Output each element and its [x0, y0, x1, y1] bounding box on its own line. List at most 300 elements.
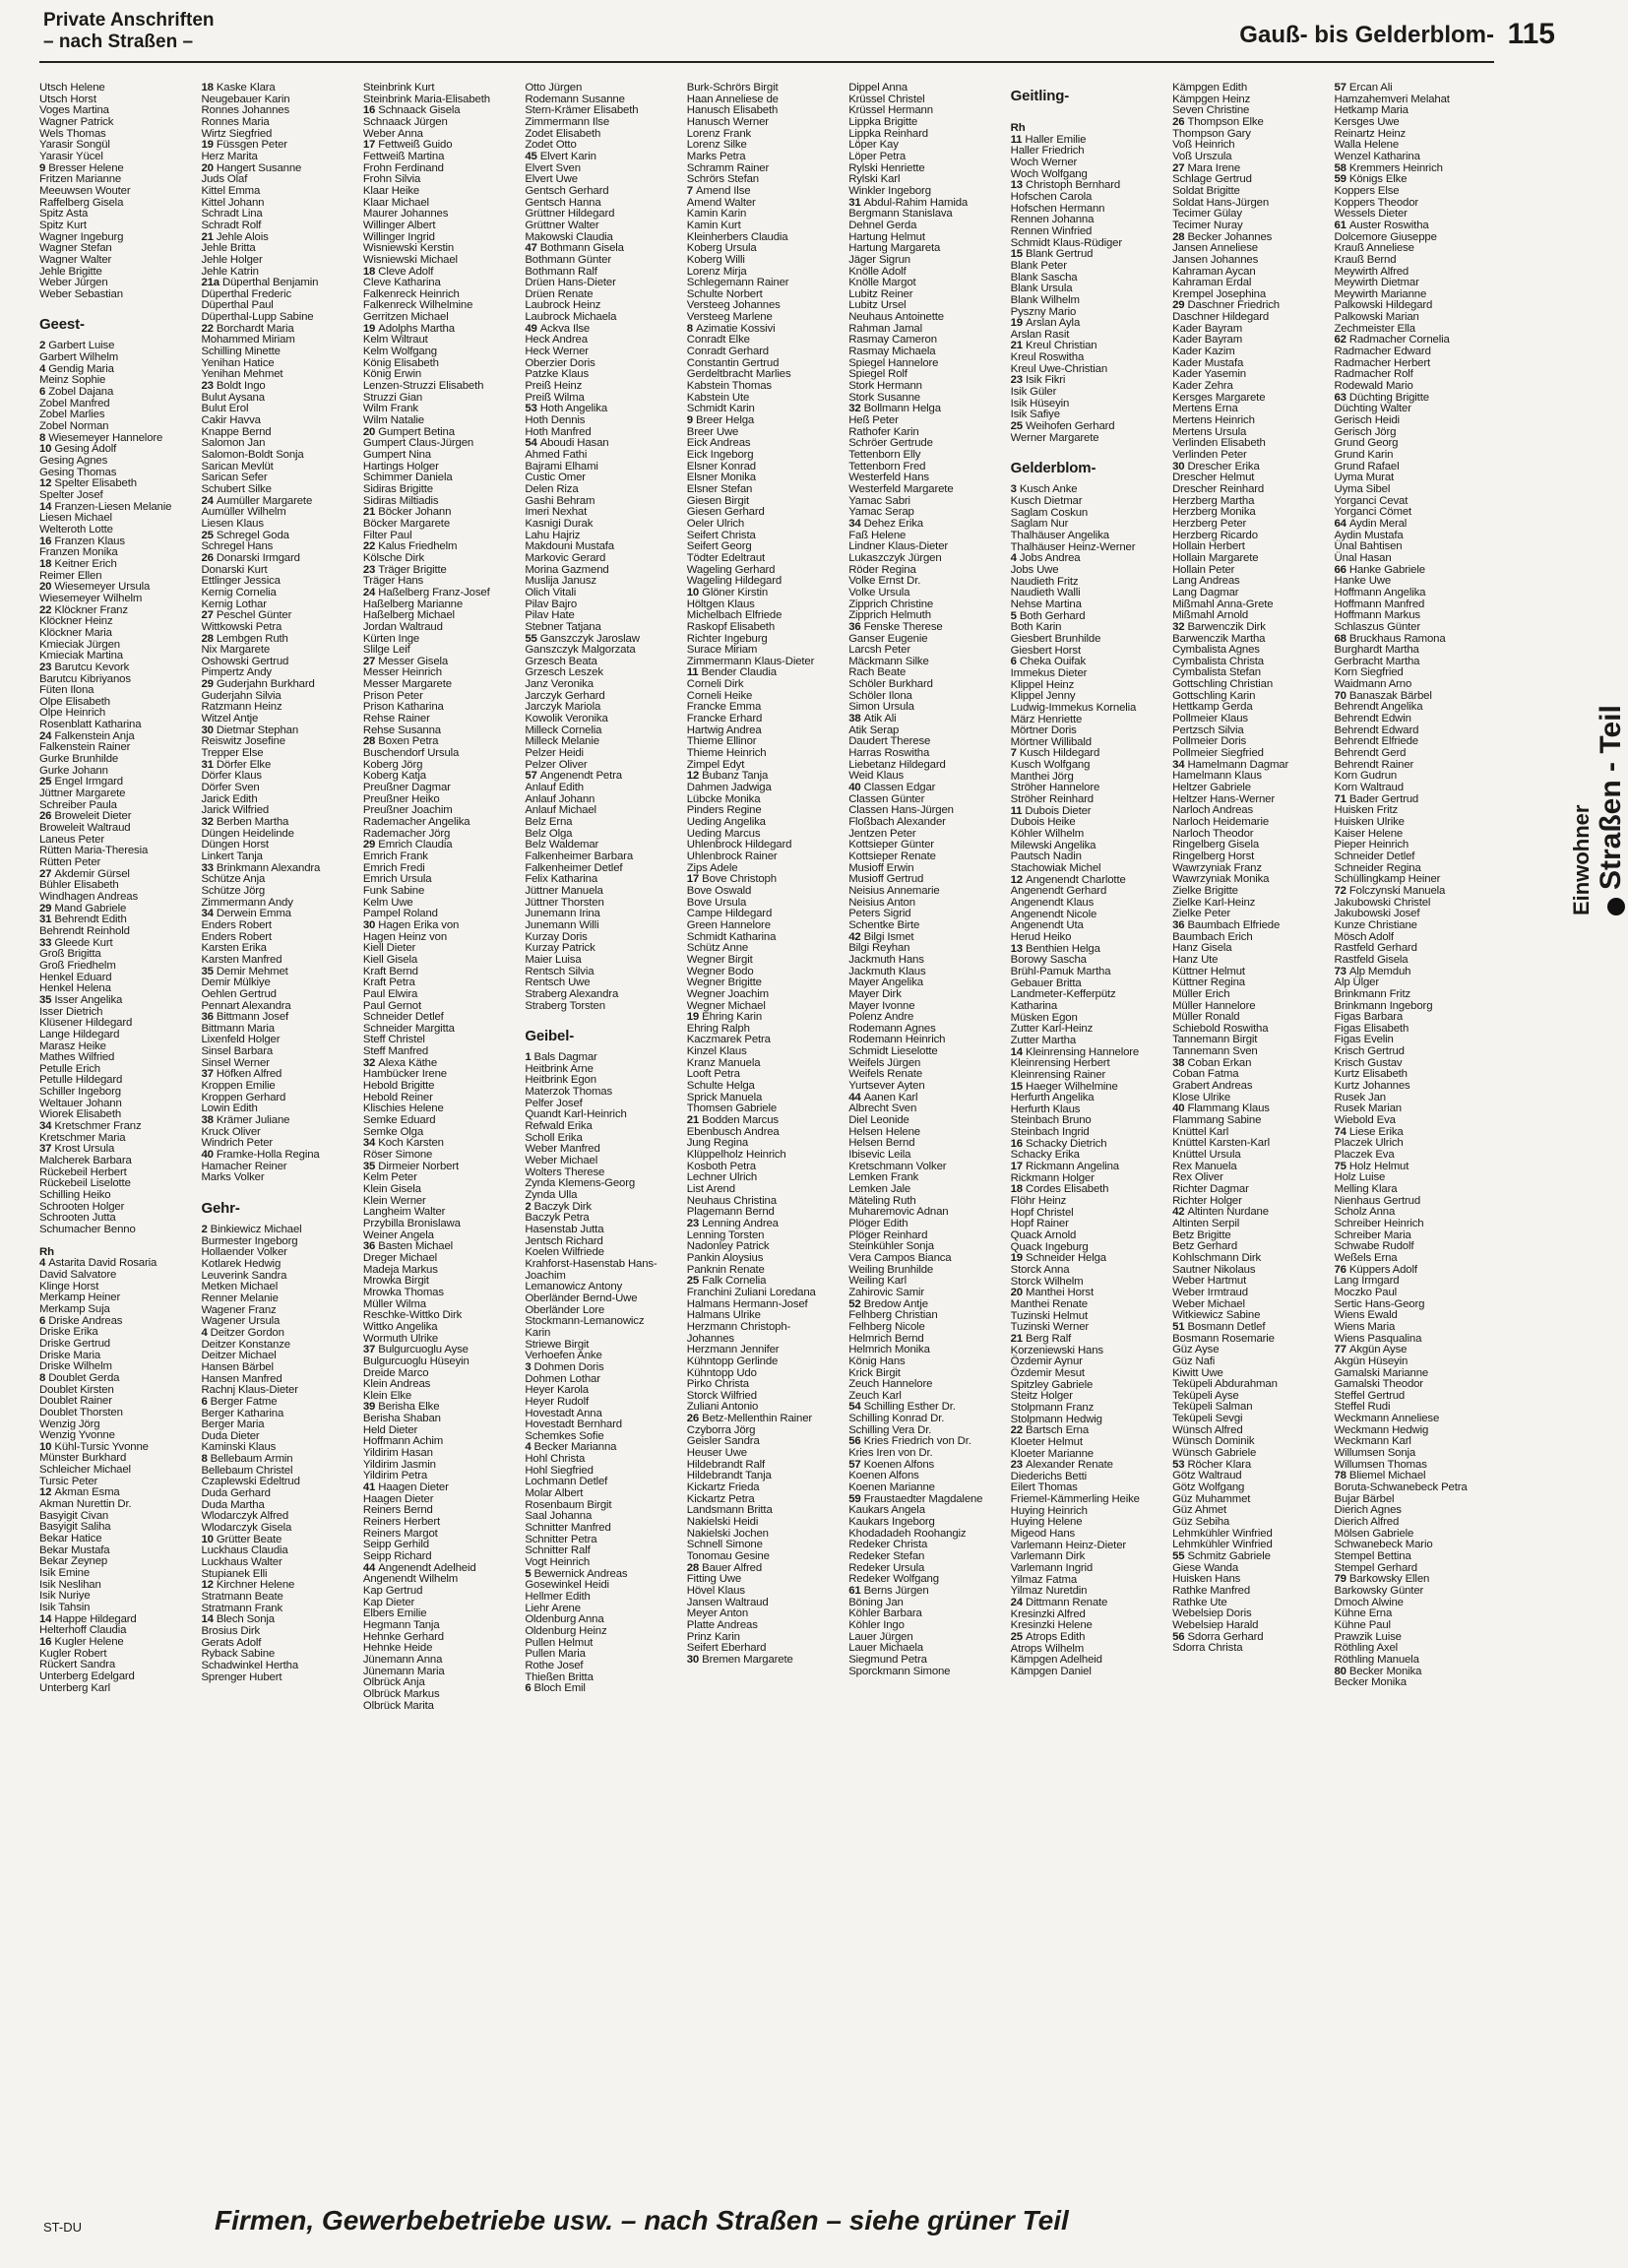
resident-name: Maier Luisa — [525, 953, 582, 966]
house-number: 4 — [39, 1257, 46, 1270]
resident-name: Narloch Heidemarie — [1172, 816, 1270, 828]
resident-name: Dietmar Stephan — [216, 724, 299, 736]
resident-name: Steinbrink Kurt — [362, 82, 435, 94]
resident-name: Rodemann Susanne — [525, 93, 625, 105]
resident-entry — [1011, 1598, 1166, 1609]
resident-entry — [525, 622, 680, 634]
resident-name: Lemanowicz Antony — [525, 1281, 623, 1293]
resident-name: Jakubowski Josef — [1334, 908, 1420, 920]
resident-name: Rickmann Holger — [1010, 1171, 1095, 1184]
resident-entry — [687, 450, 843, 462]
resident-name: Kämpgen Adelheid — [1010, 1654, 1102, 1667]
resident-name: Schradt Rolf — [201, 219, 262, 231]
resident-name: Thalhäuser Heinz-Werner — [1010, 540, 1136, 553]
resident-name: Pampel Roland — [362, 908, 438, 920]
resident-name: Voß Urszula — [1172, 150, 1232, 162]
resident-entry — [39, 662, 195, 674]
resident-name: Bloch Emil — [533, 1682, 586, 1695]
resident-name: Larcsh Peter — [848, 644, 910, 657]
resident-name: Heyer Karola — [525, 1384, 589, 1397]
house-number: 59 — [848, 1492, 861, 1505]
resident-name: Baczyk Petra — [525, 1212, 590, 1225]
resident-name: Sautner Nikolaus — [1172, 1263, 1256, 1276]
resident-name: Lang Dagmar — [1172, 586, 1239, 598]
resident-name: Leuverink Sandra — [201, 1269, 287, 1282]
resident-entry — [687, 955, 843, 967]
resident-entry — [687, 117, 843, 129]
resident-entry — [1011, 1265, 1166, 1277]
resident-name: Neisius Anton — [848, 896, 915, 909]
resident-name: Yildirim Jasmin — [362, 1458, 436, 1471]
resident-entry — [687, 415, 843, 427]
house-number: 8 — [39, 431, 46, 444]
resident-name: Herfurth Klaus — [1010, 1102, 1081, 1115]
resident-entry — [1335, 152, 1490, 163]
resident-name: Soldat Hans-Jürgen — [1172, 196, 1270, 209]
resident-name: Drescher Helmut — [1172, 472, 1255, 484]
resident-name: Lenning Andrea — [702, 1217, 779, 1229]
resident-name: Rylski Henriette — [848, 161, 925, 174]
resident-name: Dohmen Lothar — [525, 1372, 600, 1385]
resident-name: Füssgen Peter — [216, 139, 287, 152]
resident-name: Kreul Uwe-Christian — [1010, 362, 1108, 375]
resident-entry — [201, 1328, 356, 1340]
resident-name: Bove Christoph — [702, 873, 777, 886]
resident-name: Weber Sebastian — [39, 287, 123, 300]
resident-name: Herzberg Ricardo — [1172, 529, 1258, 541]
resident-name: Liese Erika — [1348, 1125, 1404, 1138]
resident-name: Röser Simone — [362, 1149, 433, 1162]
resident-name: Redeker Wolfgang — [848, 1573, 939, 1586]
resident-name: Hollain Peter — [1172, 563, 1235, 576]
resident-name: Behrendt Edwin — [1334, 713, 1411, 725]
resident-name: Wilm Natalie — [362, 414, 424, 427]
resident-name: Löper Kay — [848, 139, 899, 152]
directory-column — [201, 83, 362, 2179]
house-number: 28 — [686, 1561, 700, 1574]
resident-name: Dahmen Jadwiga — [686, 782, 772, 794]
header-rule — [39, 61, 1494, 63]
resident-name: Lübcke Monika — [686, 792, 761, 805]
directory-column — [363, 83, 525, 2179]
resident-name: Lippka Brigitte — [848, 115, 918, 128]
resident-name: Kurzay Doris — [525, 930, 588, 943]
resident-name: Wageling Gerhard — [686, 563, 776, 576]
resident-entry — [39, 1671, 195, 1683]
resident-name: Meywirth Marianne — [1334, 287, 1427, 300]
resident-name: Anlauf Johann — [525, 792, 595, 805]
resident-entry — [201, 748, 356, 760]
resident-name: Barutcu Kevork — [54, 661, 130, 673]
spacer — [1011, 444, 1166, 455]
resident-name: Schrooten Holger — [39, 1200, 125, 1213]
resident-entry — [687, 920, 843, 932]
resident-name: Barkowsky Ellen — [1348, 1573, 1430, 1586]
resident-name: Seven Christine — [1172, 104, 1250, 117]
resident-name: Naudieth Fritz — [1010, 575, 1079, 588]
resident-name: Dirmeier Norbert — [378, 1160, 460, 1172]
house-number: 70 — [1334, 689, 1346, 702]
house-number: 68 — [1334, 632, 1346, 645]
resident-entry — [1335, 851, 1490, 863]
house-number: 10 — [201, 1533, 214, 1545]
resident-entry — [525, 920, 680, 932]
resident-name: Czyborra Jörg — [686, 1423, 756, 1436]
resident-name: Both Karin — [1010, 621, 1062, 634]
resident-name: Yamac Sabri — [848, 494, 910, 507]
resident-name: Classen Günter — [848, 792, 925, 805]
house-number: 26 — [1172, 115, 1185, 128]
resident-name: Angenendt Uta — [1010, 919, 1084, 932]
resident-name: Alp Memduh — [1348, 965, 1411, 977]
resident-name: Tuzinski Werner — [1010, 1321, 1090, 1334]
house-number: 20 — [201, 161, 214, 174]
resident-name: Kusch Hildegard — [1019, 747, 1100, 760]
resident-name: Ehring Karin — [702, 1011, 763, 1024]
resident-name: Kader Bayram — [1172, 334, 1243, 346]
resident-name: Pollmeier Doris — [1172, 735, 1247, 748]
resident-entry — [363, 1081, 519, 1093]
resident-name: Wünsch Alfred — [1172, 1423, 1243, 1436]
resident-name: Cleve Katharina — [362, 277, 441, 289]
resident-name: Rütten Maria-Theresia — [39, 845, 149, 857]
resident-name: Atik Serap — [848, 724, 900, 736]
street-side-marker: Rh — [1010, 122, 1026, 134]
resident-name: Sidiras Miltiadis — [362, 494, 439, 507]
resident-name: Ströher Hannelore — [1010, 782, 1100, 794]
resident-entry — [525, 1397, 680, 1409]
resident-name: Simon Ursula — [848, 701, 914, 714]
resident-name: Basyigit Saliha — [39, 1521, 111, 1534]
resident-entry — [1172, 152, 1328, 163]
resident-name: Kühntopp Udo — [686, 1366, 757, 1379]
resident-entry — [687, 1322, 843, 1334]
house-number: 41 — [362, 1481, 376, 1494]
resident-name: Akman Esma — [54, 1486, 120, 1499]
house-number: 36 — [362, 1240, 376, 1253]
resident-name: Garbert Wilhelm — [39, 351, 119, 364]
resident-name: Yorganci Cevat — [1334, 494, 1409, 507]
resident-name: Güz Ahmet — [1172, 1504, 1227, 1517]
resident-entry — [1172, 851, 1328, 863]
resident-name: Neisius Annemarie — [848, 884, 940, 897]
house-number: 75 — [1334, 1160, 1346, 1172]
resident-name: Fettweiß Martina — [362, 150, 445, 162]
resident-entry — [687, 588, 843, 599]
resident-name: Jäger Sigrun — [848, 253, 910, 266]
resident-name: Both Gerhard — [1019, 609, 1086, 622]
resident-entry — [1335, 1081, 1490, 1093]
resident-entry — [687, 255, 843, 267]
resident-name: Rex Oliver — [1172, 1171, 1223, 1184]
resident-name: Placzek Eva — [1334, 1149, 1395, 1162]
resident-name: Messer Margarete — [362, 678, 452, 691]
resident-name: Özdemir Aynur — [1010, 1355, 1083, 1368]
resident-name: Daschner Friedrich — [1187, 299, 1280, 312]
resident-name: Lange Hildegard — [39, 1028, 120, 1040]
resident-name: Güz Sebiha — [1172, 1516, 1230, 1529]
resident-name: Hanz Gisela — [1172, 942, 1232, 955]
house-number: 29 — [1172, 299, 1185, 312]
resident-entry — [39, 1156, 195, 1167]
resident-name: Haagen Dieter — [362, 1492, 434, 1505]
resident-name: Vera Campos Bianca — [848, 1251, 952, 1264]
resident-name: Prawzik Luise — [1334, 1630, 1402, 1643]
house-number: 12 — [39, 477, 52, 490]
resident-entry — [525, 748, 680, 760]
resident-entry — [201, 450, 356, 462]
resident-entry — [1172, 186, 1328, 198]
resident-name: Wagener Franz — [201, 1303, 277, 1316]
resident-entry — [363, 255, 519, 267]
resident-name: Klein Andreas — [362, 1378, 431, 1391]
resident-entry — [687, 783, 843, 794]
resident-entry — [363, 783, 519, 794]
resident-name: Straberg Torsten — [525, 999, 605, 1012]
resident-name: Otto Jürgen — [525, 82, 583, 94]
resident-name: Zynda Klemens-Georg — [525, 1177, 636, 1190]
resident-name: Kremmers Heinrich — [1348, 161, 1443, 174]
resident-name: Versteeg Marlene — [686, 311, 773, 324]
resident-name: Gurke Johann — [39, 764, 108, 777]
resident-name: Unterberg Edelgard — [39, 1670, 135, 1682]
resident-entry — [201, 1661, 356, 1672]
resident-name: König Elisabeth — [362, 356, 439, 369]
resident-entry — [1011, 898, 1166, 910]
resident-entry — [687, 484, 843, 496]
resident-name: Dörfer Elke — [216, 758, 272, 771]
resident-entry — [848, 817, 1004, 829]
resident-entry — [1172, 220, 1328, 232]
resident-name: Stork Susanne — [848, 391, 920, 404]
resident-name: Bewernick Andreas — [533, 1567, 628, 1580]
resident-name: Drüen Renate — [525, 287, 594, 300]
resident-name: Löper Petra — [848, 150, 907, 162]
resident-entry — [39, 628, 195, 640]
resident-entry — [687, 817, 843, 829]
resident-name: Geisler Sandra — [686, 1435, 760, 1448]
resident-name: Wormuth Ulrike — [362, 1332, 439, 1345]
resident-entry — [363, 186, 519, 198]
directory-column — [1172, 83, 1334, 2179]
resident-name: Kresinzki Alfred — [1010, 1607, 1086, 1620]
resident-name: Tannemann Sven — [1172, 1045, 1258, 1058]
resident-entry — [1011, 634, 1166, 646]
resident-entry — [525, 415, 680, 427]
resident-name: Woch Werner — [1010, 156, 1078, 168]
resident-name: Straberg Alexandra — [525, 987, 619, 1000]
resident-name: Akgün Hüseyin — [1334, 1354, 1409, 1367]
resident-name: Falkenheimer Detlef — [525, 861, 623, 874]
resident-name: Gerisch Jörg — [1334, 425, 1397, 438]
resident-name: Weiling Karl — [848, 1275, 907, 1288]
resident-entry — [363, 1586, 519, 1598]
resident-name: Schwabe Rudolf — [1334, 1240, 1414, 1253]
resident-name: Schneider Helga — [1026, 1252, 1106, 1265]
resident-name: Korzeniewski Hans — [1010, 1344, 1103, 1356]
resident-name: Lorenz Mirja — [686, 265, 747, 278]
resident-name: Pyszny Mario — [1010, 305, 1077, 318]
resident-name: Schlage Gertrud — [1172, 173, 1252, 186]
resident-name: Gottschling Christian — [1172, 678, 1274, 691]
resident-name: Knölle Adolf — [848, 265, 907, 278]
resident-name: Nakielski Heidi — [686, 1516, 759, 1529]
resident-entry — [39, 892, 195, 904]
resident-name: Kowolik Veronika — [525, 713, 608, 725]
house-number: 78 — [1334, 1470, 1346, 1482]
house-number: 34 — [1172, 758, 1185, 771]
house-number: 36 — [1172, 918, 1185, 931]
resident-entry — [1172, 1356, 1328, 1368]
resident-entry — [363, 920, 519, 932]
resident-name: Schlegemann Rainer — [686, 277, 789, 289]
resident-entry — [848, 1551, 1004, 1563]
resident-name: Rodemann Heinrich — [848, 1034, 946, 1046]
resident-name: Schmidt Klaus-Rüdiger — [1010, 236, 1122, 249]
resident-name: Franzen-Liesen Melanie — [54, 500, 172, 513]
resident-name: Utsch Horst — [39, 93, 96, 105]
resident-name: Wenzig Jörg — [39, 1418, 100, 1430]
resident-name: Adolphs Martha — [378, 322, 455, 335]
resident-name: Siegmund Petra — [848, 1653, 927, 1666]
resident-entry — [363, 714, 519, 725]
resident-entry — [363, 553, 519, 565]
resident-name: Krahforst-Hasenstab Hans- — [525, 1257, 657, 1270]
resident-name: Dierich Alfred — [1334, 1516, 1400, 1529]
resident-name: Giesen Birgit — [686, 494, 750, 507]
resident-name: Mölsen Gabriele — [1334, 1527, 1414, 1540]
resident-name: Ratzmann Heinz — [201, 701, 282, 714]
resident-entry — [39, 1030, 195, 1041]
resident-name: Hartung Margareta — [848, 242, 941, 255]
house-number: 13 — [1010, 179, 1023, 192]
resident-name: Schilling Vera Dr. — [848, 1423, 932, 1436]
house-number: 49 — [525, 322, 537, 335]
resident-name: Daschner Hildegard — [1172, 311, 1270, 324]
resident-name: Hartwig Andrea — [686, 724, 762, 736]
resident-name: Luckhaus Walter — [201, 1556, 282, 1569]
resident-name: Bremen Margarete — [702, 1653, 793, 1666]
resident-name: Milleck Melanie — [525, 735, 599, 748]
resident-entry — [1335, 920, 1490, 932]
resident-name: Pirko Christa — [686, 1378, 749, 1391]
resident-name: Mörtner Doris — [1010, 724, 1077, 737]
resident-name: Borchardt Maria — [216, 322, 294, 335]
resident-name: Borowy Sascha — [1010, 954, 1087, 967]
house-number: 66 — [1334, 563, 1346, 576]
resident-name: Sarican Mevlüt — [201, 460, 274, 472]
resident-name: Wünsch Gabriele — [1172, 1447, 1257, 1460]
resident-name: Zimmermann Klaus-Dieter — [686, 655, 815, 667]
resident-name: Schöler Burkhard — [848, 678, 933, 691]
resident-name: Materzok Thomas — [525, 1086, 613, 1099]
resident-entry — [201, 346, 356, 358]
house-number: 12 — [201, 1579, 214, 1592]
resident-name: Weber Hartmut — [1172, 1275, 1247, 1288]
resident-name: Varlemann Dirk — [1010, 1550, 1086, 1563]
resident-name: Hovestadt Bernhard — [525, 1418, 622, 1431]
resident-name: Floßbach Alexander — [848, 816, 946, 828]
resident-name: Flammang Sabine — [1172, 1114, 1262, 1127]
resident-name: Kernig Lothar — [201, 598, 267, 610]
resident-entry — [363, 1482, 519, 1494]
resident-name: Emrich Fredi — [362, 861, 425, 874]
resident-name: Witzel Antje — [201, 713, 259, 725]
resident-entry — [1011, 565, 1166, 577]
resident-name: Schiller Ingeborg — [39, 1086, 121, 1099]
resident-name: Berisha Shaban — [362, 1413, 441, 1425]
page-number: 115 — [1507, 18, 1555, 50]
resident-name: Heyer Rudolf — [525, 1395, 589, 1408]
resident-name: Versteeg Johannes — [686, 299, 781, 312]
resident-name: Elvert Sven — [525, 161, 581, 174]
resident-name: Grüttner Hildegard — [525, 208, 615, 220]
resident-name: Bender Claudia — [701, 666, 777, 679]
resident-name: Lauer Jürgen — [848, 1630, 913, 1643]
resident-entry — [1011, 703, 1166, 715]
resident-name: Koberg Ursula — [686, 242, 757, 255]
resident-name: Kasnigi Durak — [525, 517, 594, 530]
resident-name: Webelsiep Harald — [1172, 1618, 1259, 1631]
resident-name: Kaczmarek Petra — [686, 1034, 771, 1046]
resident-name: Bajrami Elhami — [525, 460, 598, 472]
house-number: 10 — [39, 1440, 52, 1453]
resident-name: Ünal Hasan — [1334, 551, 1392, 564]
resident-name: Utsch Helene — [39, 82, 105, 94]
directory-column — [39, 83, 201, 2179]
resident-name: Driske Gertrud — [39, 1337, 110, 1350]
resident-name: Kloeter Marianne — [1010, 1447, 1094, 1460]
resident-entry — [848, 1667, 1004, 1678]
resident-entry — [1011, 863, 1166, 875]
resident-name: Huisken Hans — [1172, 1573, 1241, 1586]
resident-name: Schwanebeck Mario — [1334, 1539, 1433, 1551]
resident-name: Gerbracht Martha — [1334, 655, 1420, 667]
resident-name: Oldenburg Anna — [525, 1613, 604, 1626]
resident-name: Behrendt Reinhold — [39, 924, 130, 937]
house-number: 20 — [39, 581, 52, 594]
resident-name: Dörfer Klaus — [201, 770, 262, 783]
house-number: 10 — [686, 586, 700, 598]
resident-name: Narloch Theodor — [1172, 827, 1254, 840]
resident-name: Gesing Agnes — [39, 455, 108, 468]
resident-name: Emrich Claudia — [378, 839, 453, 851]
resident-name: Ebenbusch Andrea — [686, 1125, 780, 1138]
resident-name: Nienhaus Gertrud — [1334, 1194, 1421, 1207]
resident-name: Pennart Alexandra — [201, 999, 291, 1012]
house-number: 22 — [39, 603, 52, 616]
resident-name: Kusch Wolfgang — [1010, 759, 1091, 772]
house-number: 11 — [1010, 133, 1023, 146]
resident-name: Narloch Andreas — [1172, 804, 1254, 817]
resident-entry — [363, 1551, 519, 1563]
resident-entry — [1335, 1356, 1490, 1368]
resident-name: Schnell Simone — [686, 1539, 763, 1551]
resident-name: Peters Sigrid — [848, 908, 911, 920]
resident-entry — [848, 622, 1004, 634]
resident-entry — [1335, 519, 1490, 531]
resident-entry — [848, 1115, 1004, 1127]
resident-name: Nadonley Patrick — [686, 1240, 770, 1253]
resident-name: Giesen Gerhard — [686, 506, 765, 519]
resident-name: Lubitz Reiner — [848, 287, 913, 300]
house-number: 21 — [686, 1114, 700, 1127]
resident-name: Bove Ursula — [686, 896, 747, 909]
resident-name: Lauer Michaela — [848, 1642, 923, 1655]
resident-name: Dreide Marco — [362, 1366, 429, 1379]
resident-entry — [1172, 1288, 1328, 1299]
resident-name: Schneider Margitta — [362, 1022, 455, 1035]
